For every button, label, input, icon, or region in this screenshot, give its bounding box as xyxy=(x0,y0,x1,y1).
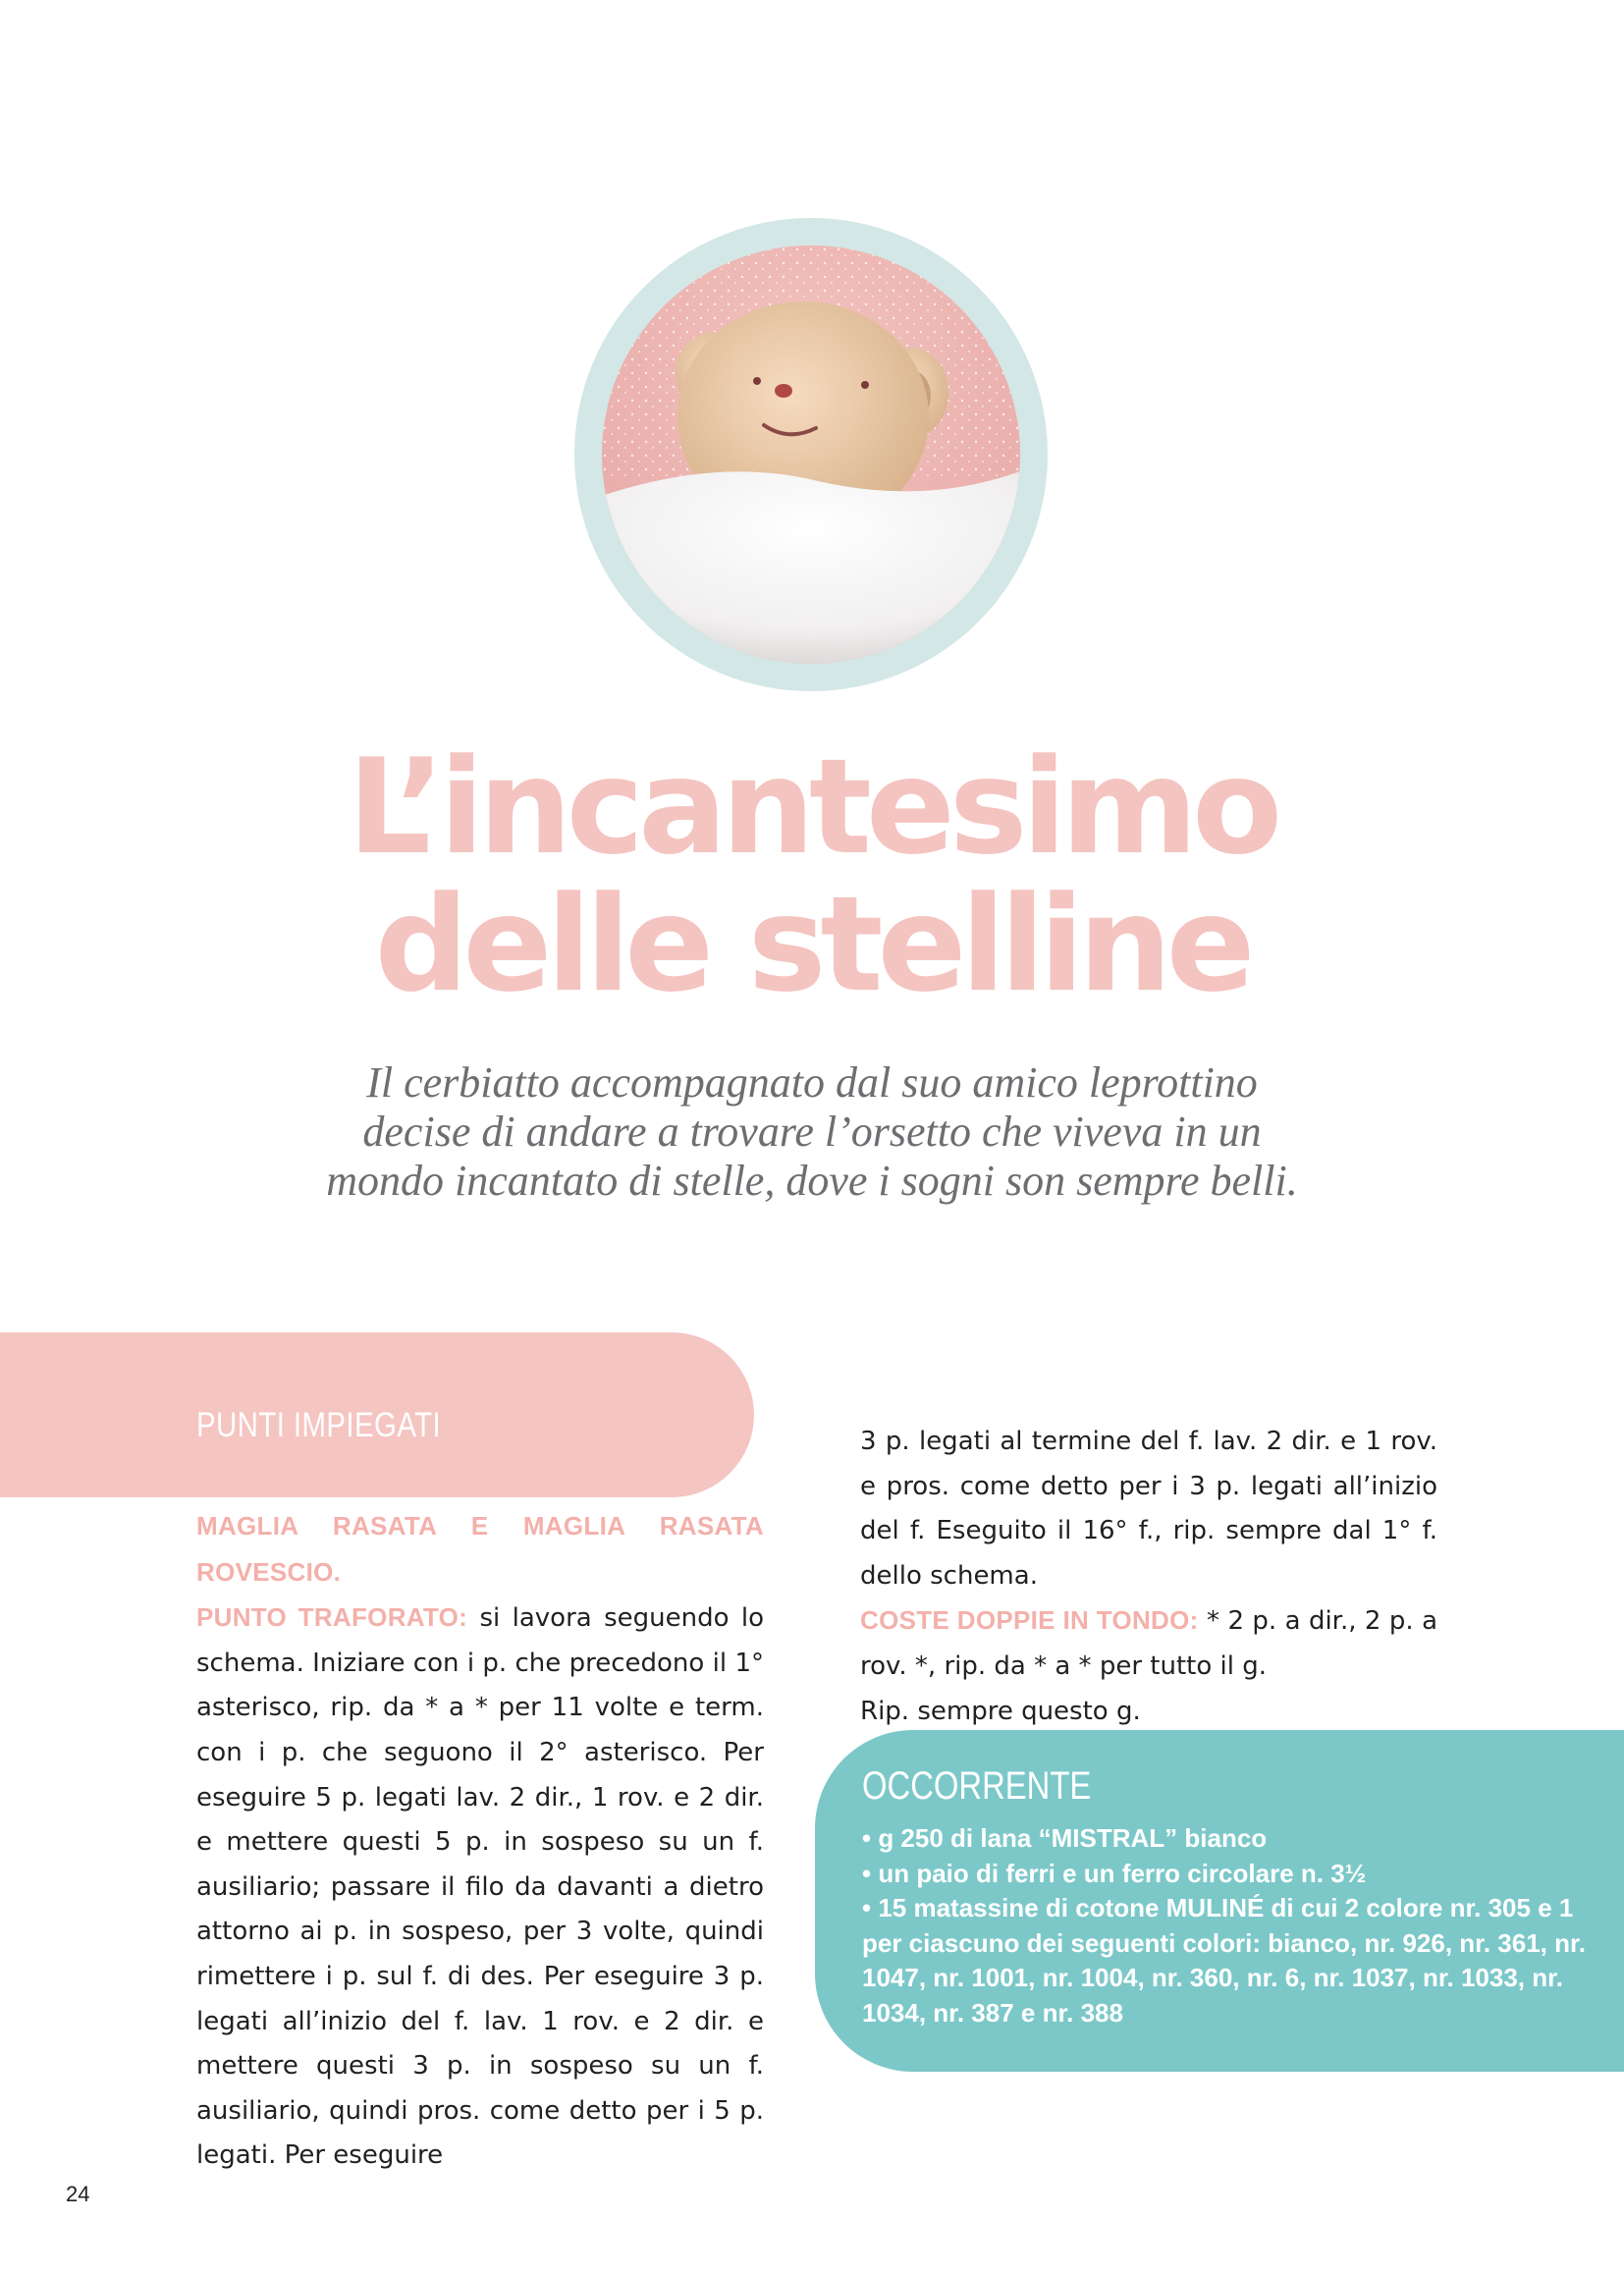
materials-item-needles: • un paio di ferri e un ferro circolare n. 3½ xyxy=(862,1858,1367,1888)
subtitle-line-1: Il cerbiatto accompagnato dal suo amico leprottino xyxy=(366,1058,1258,1107)
stitch-text-coste: * 2 p. a dir., 2 p. a rov. *, rip. da * a * per tutto il g. xyxy=(860,1606,1438,1681)
subtitle-line-2: decise di andare a trovare l’orsetto che viveva in un xyxy=(362,1108,1262,1156)
materials-heading: OCCORRENTE xyxy=(862,1764,1092,1808)
page-title xyxy=(0,731,1624,1021)
page-title-line-2: delle stelline xyxy=(374,868,1250,1021)
stitches-column-right xyxy=(860,1420,1437,1734)
stitch-text-continued: 3 p. legati al termine del f. lav. 2 dir. e 1 rov. e pros. come detto per i 3 p. legati all’inizio del f. Eseguito il 16° f., rip. sempre dal 1° f. dello schema. xyxy=(860,1427,1437,1591)
stitch-paragraph-rasata xyxy=(196,1504,764,1596)
teddy-bear-illustration xyxy=(602,245,1020,664)
stitch-paragraph-traforato xyxy=(196,1596,764,2179)
stitches-column-left xyxy=(196,1504,764,2179)
stitch-keyword-traforato: PUNTO TRAFORATO: xyxy=(196,1602,468,1633)
intro-subtitle xyxy=(0,1058,1624,1206)
materials-item-embroidery-floss: • 15 matassine di cotone MULINÉ di cui 2 colore nr. 305 e 1 per ciascuno dei seguenti colori: bianco, nr. 926, nr. 361, nr. 1047, nr. 1001, nr. 1004, nr. 360, nr. 6, nr. 1037, nr. 1033, nr. 1034, nr. 387 e nr. 388 xyxy=(862,1893,1586,2028)
stitch-text-repeat: Rip. sempre questo g. xyxy=(860,1696,1141,1726)
subtitle-line-3: mondo incantato di stelle, dove i sogni son sempre belli. xyxy=(326,1157,1298,1205)
stitch-text-traforato: si lavora seguendo lo schema. Iniziare con i p. che precedono il 1° asterisco, rip. da * a * per 11 volte e term. con i p. che seguono il 2° asterisco. Per eseguire 5 p. legati lav. 2 dir., 1 rov. e 2 dir. e mettere questi 5 p. in sospeso su un f. ausiliario; passare il filo da davanti a dietro attorno ai p. in sospeso, per 3 volte, quindi rimettere i p. sul f. di des. Per eseguire 3 p. legati all’inizio del f. lav. 1 rov. e 2 dir. e mettere questi 3 p. in sospeso su un f. ausiliario, quindi pros. come detto per i 5 p. legati. Per eseguire xyxy=(196,1603,764,2171)
stitches-heading: PUNTI IMPIEGATI xyxy=(196,1406,442,1444)
page-title-line-1: L’incantesimo xyxy=(347,731,1277,884)
page-number: 24 xyxy=(66,2182,90,2206)
teddy-bear-photo xyxy=(602,245,1020,664)
materials-item-yarn: • g 250 di lana “MISTRAL” bianco xyxy=(862,1823,1268,1853)
stitch-paragraph-coste xyxy=(860,1598,1437,1689)
stitch-keyword-coste: COSTE DOPPIE IN TONDO: xyxy=(860,1605,1199,1636)
materials-list xyxy=(862,1821,1589,2030)
stitch-keyword-rasata: MAGLIA RASATA E MAGLIA RASATA ROVESCIO. xyxy=(196,1511,764,1587)
